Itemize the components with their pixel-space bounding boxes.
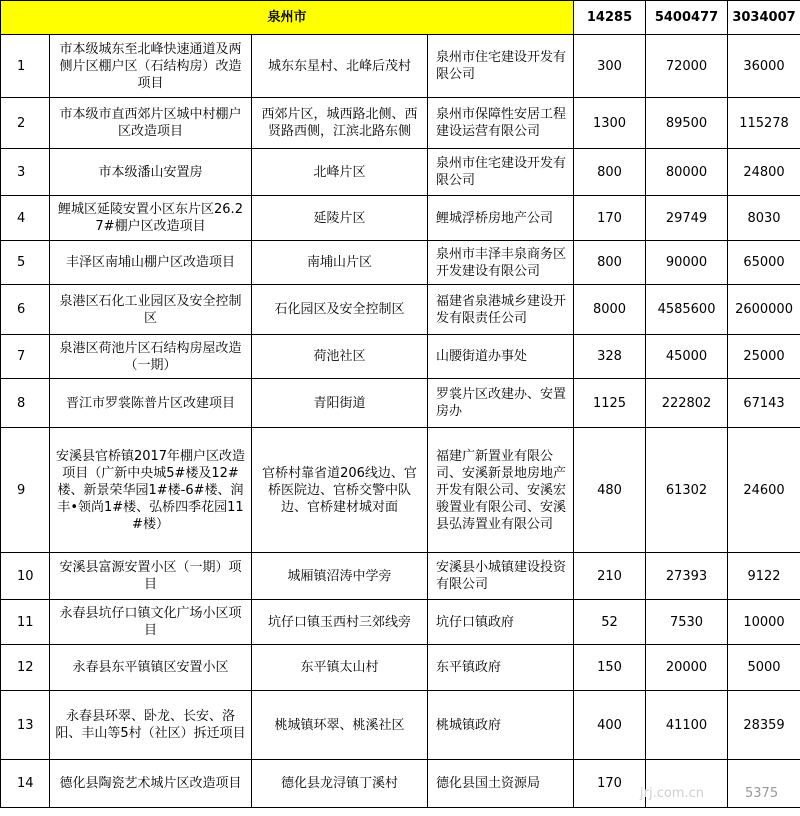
- investment-amount: 24800: [728, 149, 800, 196]
- unit-count: 52: [574, 600, 646, 645]
- project-name: 永春县东平镇镇区安置小区: [50, 645, 252, 691]
- row-index: 7: [1, 335, 50, 379]
- project-location: 城厢镇沼涛中学旁: [252, 553, 428, 600]
- investment-amount: 24600: [728, 428, 800, 553]
- unit-count: 400: [574, 691, 646, 760]
- investment-amount: 5000: [728, 645, 800, 691]
- header-row: [1, 1, 800, 35]
- building-area: 7530: [646, 600, 728, 645]
- construction-unit: 福建省泉港城乡建设开发有限责任公司: [428, 285, 574, 335]
- table-row: [1, 428, 800, 553]
- watermark-fragment: 5375: [745, 786, 779, 801]
- unit-count: 328: [574, 335, 646, 379]
- project-location: 延陵片区: [252, 196, 428, 241]
- total-area: 5400477: [646, 1, 728, 35]
- investment-amount: 25000: [728, 335, 800, 379]
- investment-amount: 65000: [728, 241, 800, 285]
- table-row: [1, 35, 800, 98]
- project-location: 东平镇太山村: [252, 645, 428, 691]
- row-index: 1: [1, 35, 50, 98]
- investment-amount: 8030: [728, 196, 800, 241]
- watermark-text: jrj.com.cn: [640, 786, 704, 801]
- building-area: 45000: [646, 335, 728, 379]
- project-location: 官桥村靠省道206线边、官桥医院边、官桥交警中队边、官桥建材城对面: [252, 428, 428, 553]
- investment-amount: 10000: [728, 600, 800, 645]
- project-location: 南埔山片区: [252, 241, 428, 285]
- project-name: 泉港区荷池片区石结构房屋改造（一期）: [50, 335, 252, 379]
- table-row: [1, 241, 800, 285]
- row-index: 12: [1, 645, 50, 691]
- project-name: 永春县环翠、卧龙、长安、洛阳、丰山等5村（社区）拆迁项目: [50, 691, 252, 760]
- row-index: 10: [1, 553, 50, 600]
- building-area: 80000: [646, 149, 728, 196]
- row-index: 5: [1, 241, 50, 285]
- project-location: 石化园区及安全控制区: [252, 285, 428, 335]
- construction-unit: 山腰街道办事处: [428, 335, 574, 379]
- construction-unit: 东平镇政府: [428, 645, 574, 691]
- construction-unit: 鲤城浮桥房地产公司: [428, 196, 574, 241]
- row-index: 11: [1, 600, 50, 645]
- unit-count: 210: [574, 553, 646, 600]
- building-area: 61302: [646, 428, 728, 553]
- project-location: 青阳街道: [252, 379, 428, 428]
- project-name: 泉港区石化工业园区及安全控制区: [50, 285, 252, 335]
- row-index: 4: [1, 196, 50, 241]
- construction-unit: 泉州市住宅建设开发有限公司: [428, 149, 574, 196]
- total-units: 14285: [574, 1, 646, 35]
- construction-unit: 德化县国土资源局: [428, 760, 574, 808]
- project-name: 安溪县官桥镇2017年棚户区改造项目（广新中央城5#楼及12#楼、新景荣华园1#楼-6#楼、润丰•领尚1#楼、弘桥四季花园11#楼）: [50, 428, 252, 553]
- construction-unit: 桃城镇政府: [428, 691, 574, 760]
- project-name: 丰泽区南埔山棚户区改造项目: [50, 241, 252, 285]
- project-location: 北峰片区: [252, 149, 428, 196]
- project-name: 市本级市直西郊片区城中村棚户区改造项目: [50, 98, 252, 149]
- row-index: 14: [1, 760, 50, 808]
- investment-amount: 9122: [728, 553, 800, 600]
- total-invest: 3034007: [728, 1, 800, 35]
- table-row: [1, 691, 800, 760]
- construction-unit: 泉州市丰泽丰泉商务区开发建设有限公司: [428, 241, 574, 285]
- construction-unit: 福建广新置业有限公司、安溪新景地房地产开发有限公司、安溪宏骏置业有限公司、安溪县弘涛置业有限公司: [428, 428, 574, 553]
- construction-unit: 安溪县小城镇建设投资有限公司: [428, 553, 574, 600]
- unit-count: 8000: [574, 285, 646, 335]
- building-area: 72000: [646, 35, 728, 98]
- unit-count: 170: [574, 196, 646, 241]
- table-row: [1, 553, 800, 600]
- unit-count: 1300: [574, 98, 646, 149]
- table-row: [1, 149, 800, 196]
- unit-count: 480: [574, 428, 646, 553]
- project-name: 鲤城区延陵安置小区东片区26.27#棚户区改造项目: [50, 196, 252, 241]
- project-name: 市本级城东至北峰快速通道及两侧片区棚户区（石结构房）改造项目: [50, 35, 252, 98]
- table-row: [1, 196, 800, 241]
- project-location: 坑仔口镇玉西村三郊线旁: [252, 600, 428, 645]
- row-index: 3: [1, 149, 50, 196]
- table-row: [1, 335, 800, 379]
- project-name: 永春县坑仔口镇文化广场小区项目: [50, 600, 252, 645]
- investment-amount: 67143: [728, 379, 800, 428]
- building-area: 4585600: [646, 285, 728, 335]
- investment-amount: 115278: [728, 98, 800, 149]
- unit-count: 170: [574, 760, 646, 808]
- investment-amount: 36000: [728, 35, 800, 98]
- table-row: [1, 645, 800, 691]
- row-index: 13: [1, 691, 50, 760]
- building-area: 41100: [646, 691, 728, 760]
- investment-amount: 28359: [728, 691, 800, 760]
- region-title: 泉州市: [1, 1, 574, 35]
- row-index: 9: [1, 428, 50, 553]
- table-row: [1, 600, 800, 645]
- building-area: 89500: [646, 98, 728, 149]
- unit-count: 800: [574, 241, 646, 285]
- unit-count: 800: [574, 149, 646, 196]
- project-location: 荷池社区: [252, 335, 428, 379]
- building-area: 27393: [646, 553, 728, 600]
- project-location: 桃城镇环翠、桃溪社区: [252, 691, 428, 760]
- unit-count: 150: [574, 645, 646, 691]
- unit-count: 1125: [574, 379, 646, 428]
- unit-count: 300: [574, 35, 646, 98]
- row-index: 2: [1, 98, 50, 149]
- project-name: 德化县陶瓷艺术城片区改造项目: [50, 760, 252, 808]
- row-index: 6: [1, 285, 50, 335]
- table-row: [1, 98, 800, 149]
- project-name: 晋江市罗裳陈普片区改建项目: [50, 379, 252, 428]
- construction-unit: 罗裳片区改建办、安置房办: [428, 379, 574, 428]
- building-area: 29749: [646, 196, 728, 241]
- project-location: 城东东星村、北峰后茂村: [252, 35, 428, 98]
- construction-unit: 泉州市保障性安居工程建设运营有限公司: [428, 98, 574, 149]
- building-area: 222802: [646, 379, 728, 428]
- project-location: 德化县龙浔镇丁溪村: [252, 760, 428, 808]
- project-name: 安溪县富源安置小区（一期）项目: [50, 553, 252, 600]
- project-location: 西郊片区，城西路北侧、西贤路西侧，江滨北路东侧: [252, 98, 428, 149]
- building-area: 90000: [646, 241, 728, 285]
- building-area: 20000: [646, 645, 728, 691]
- investment-amount: 2600000: [728, 285, 800, 335]
- construction-unit: 泉州市住宅建设开发有限公司: [428, 35, 574, 98]
- table-row: [1, 379, 800, 428]
- construction-unit: 坑仔口镇政府: [428, 600, 574, 645]
- table-row: [1, 285, 800, 335]
- project-name: 市本级潘山安置房: [50, 149, 252, 196]
- row-index: 8: [1, 379, 50, 428]
